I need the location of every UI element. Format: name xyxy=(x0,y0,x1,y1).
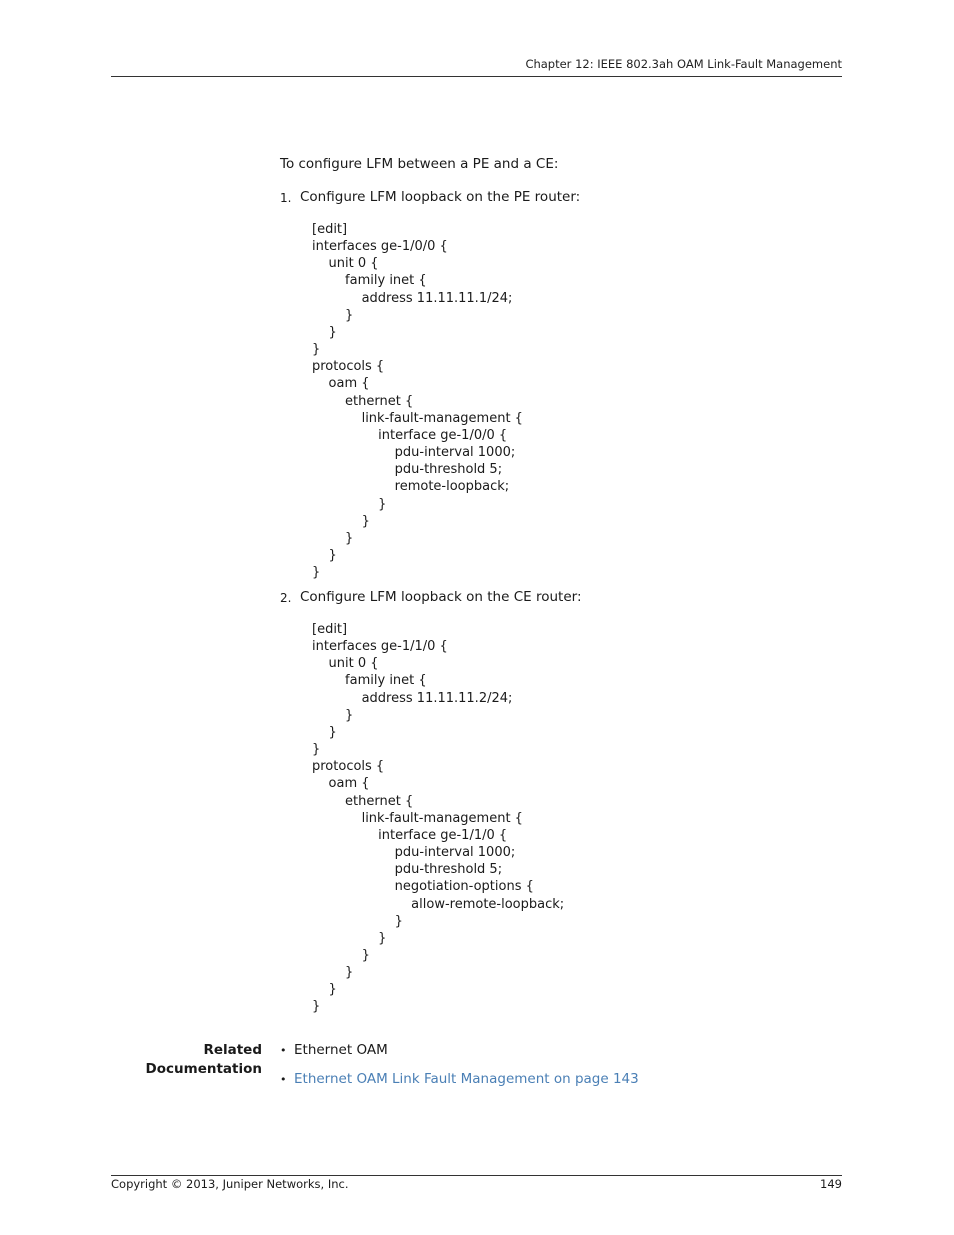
related-item-ethernet-oam: Ethernet OAM xyxy=(294,1042,388,1058)
related-heading-line2: Documentation xyxy=(145,1061,262,1077)
footer-divider xyxy=(111,1175,842,1176)
step-2-text: Configure LFM loopback on the CE router: xyxy=(300,589,582,605)
list-item[interactable] xyxy=(280,1070,639,1099)
bullet-icon: • xyxy=(280,1044,287,1057)
page-number: 149 xyxy=(820,1177,842,1191)
step-1-text: Configure LFM loopback on the PE router: xyxy=(300,189,581,205)
ce-config-code-block: [edit] interfaces ge-1/1/0 { unit 0 { family inet { address 11.11.11.2/24; } } } protocols { oam { ethernet { link-fault-management { interface ge-1/1/0 { pdu-interval 1000; pdu-threshold 5; negotiation-options { allow-remote-loopback; } } } } } } xyxy=(312,622,565,1015)
related-link-lfm[interactable]: Ethernet OAM Link Fault Management on page 143 xyxy=(294,1071,639,1087)
step-2-number: 2. xyxy=(280,591,292,605)
copyright-text: Copyright © 2013, Juniper Networks, Inc. xyxy=(111,1177,349,1191)
intro-paragraph: To configure LFM between a PE and a CE: xyxy=(280,156,559,172)
header-divider xyxy=(111,76,842,77)
pe-config-code-block: [edit] interfaces ge-1/0/0 { unit 0 { family inet { address 11.11.11.1/24; } } } protocols { oam { ethernet { link-fault-management { interface ge-1/0/0 { pdu-interval 1000; pdu-threshold 5; remote-loopback; } } } } } xyxy=(312,222,523,581)
step-1-number: 1. xyxy=(280,191,292,205)
bullet-icon: • xyxy=(280,1073,287,1086)
list-item xyxy=(280,1041,639,1070)
related-documentation-heading xyxy=(146,1041,262,1079)
related-documentation-list xyxy=(280,1041,639,1099)
chapter-title: Chapter 12: IEEE 802.3ah OAM Link-Fault Management xyxy=(525,57,842,71)
related-heading-line1: Related xyxy=(203,1042,262,1058)
